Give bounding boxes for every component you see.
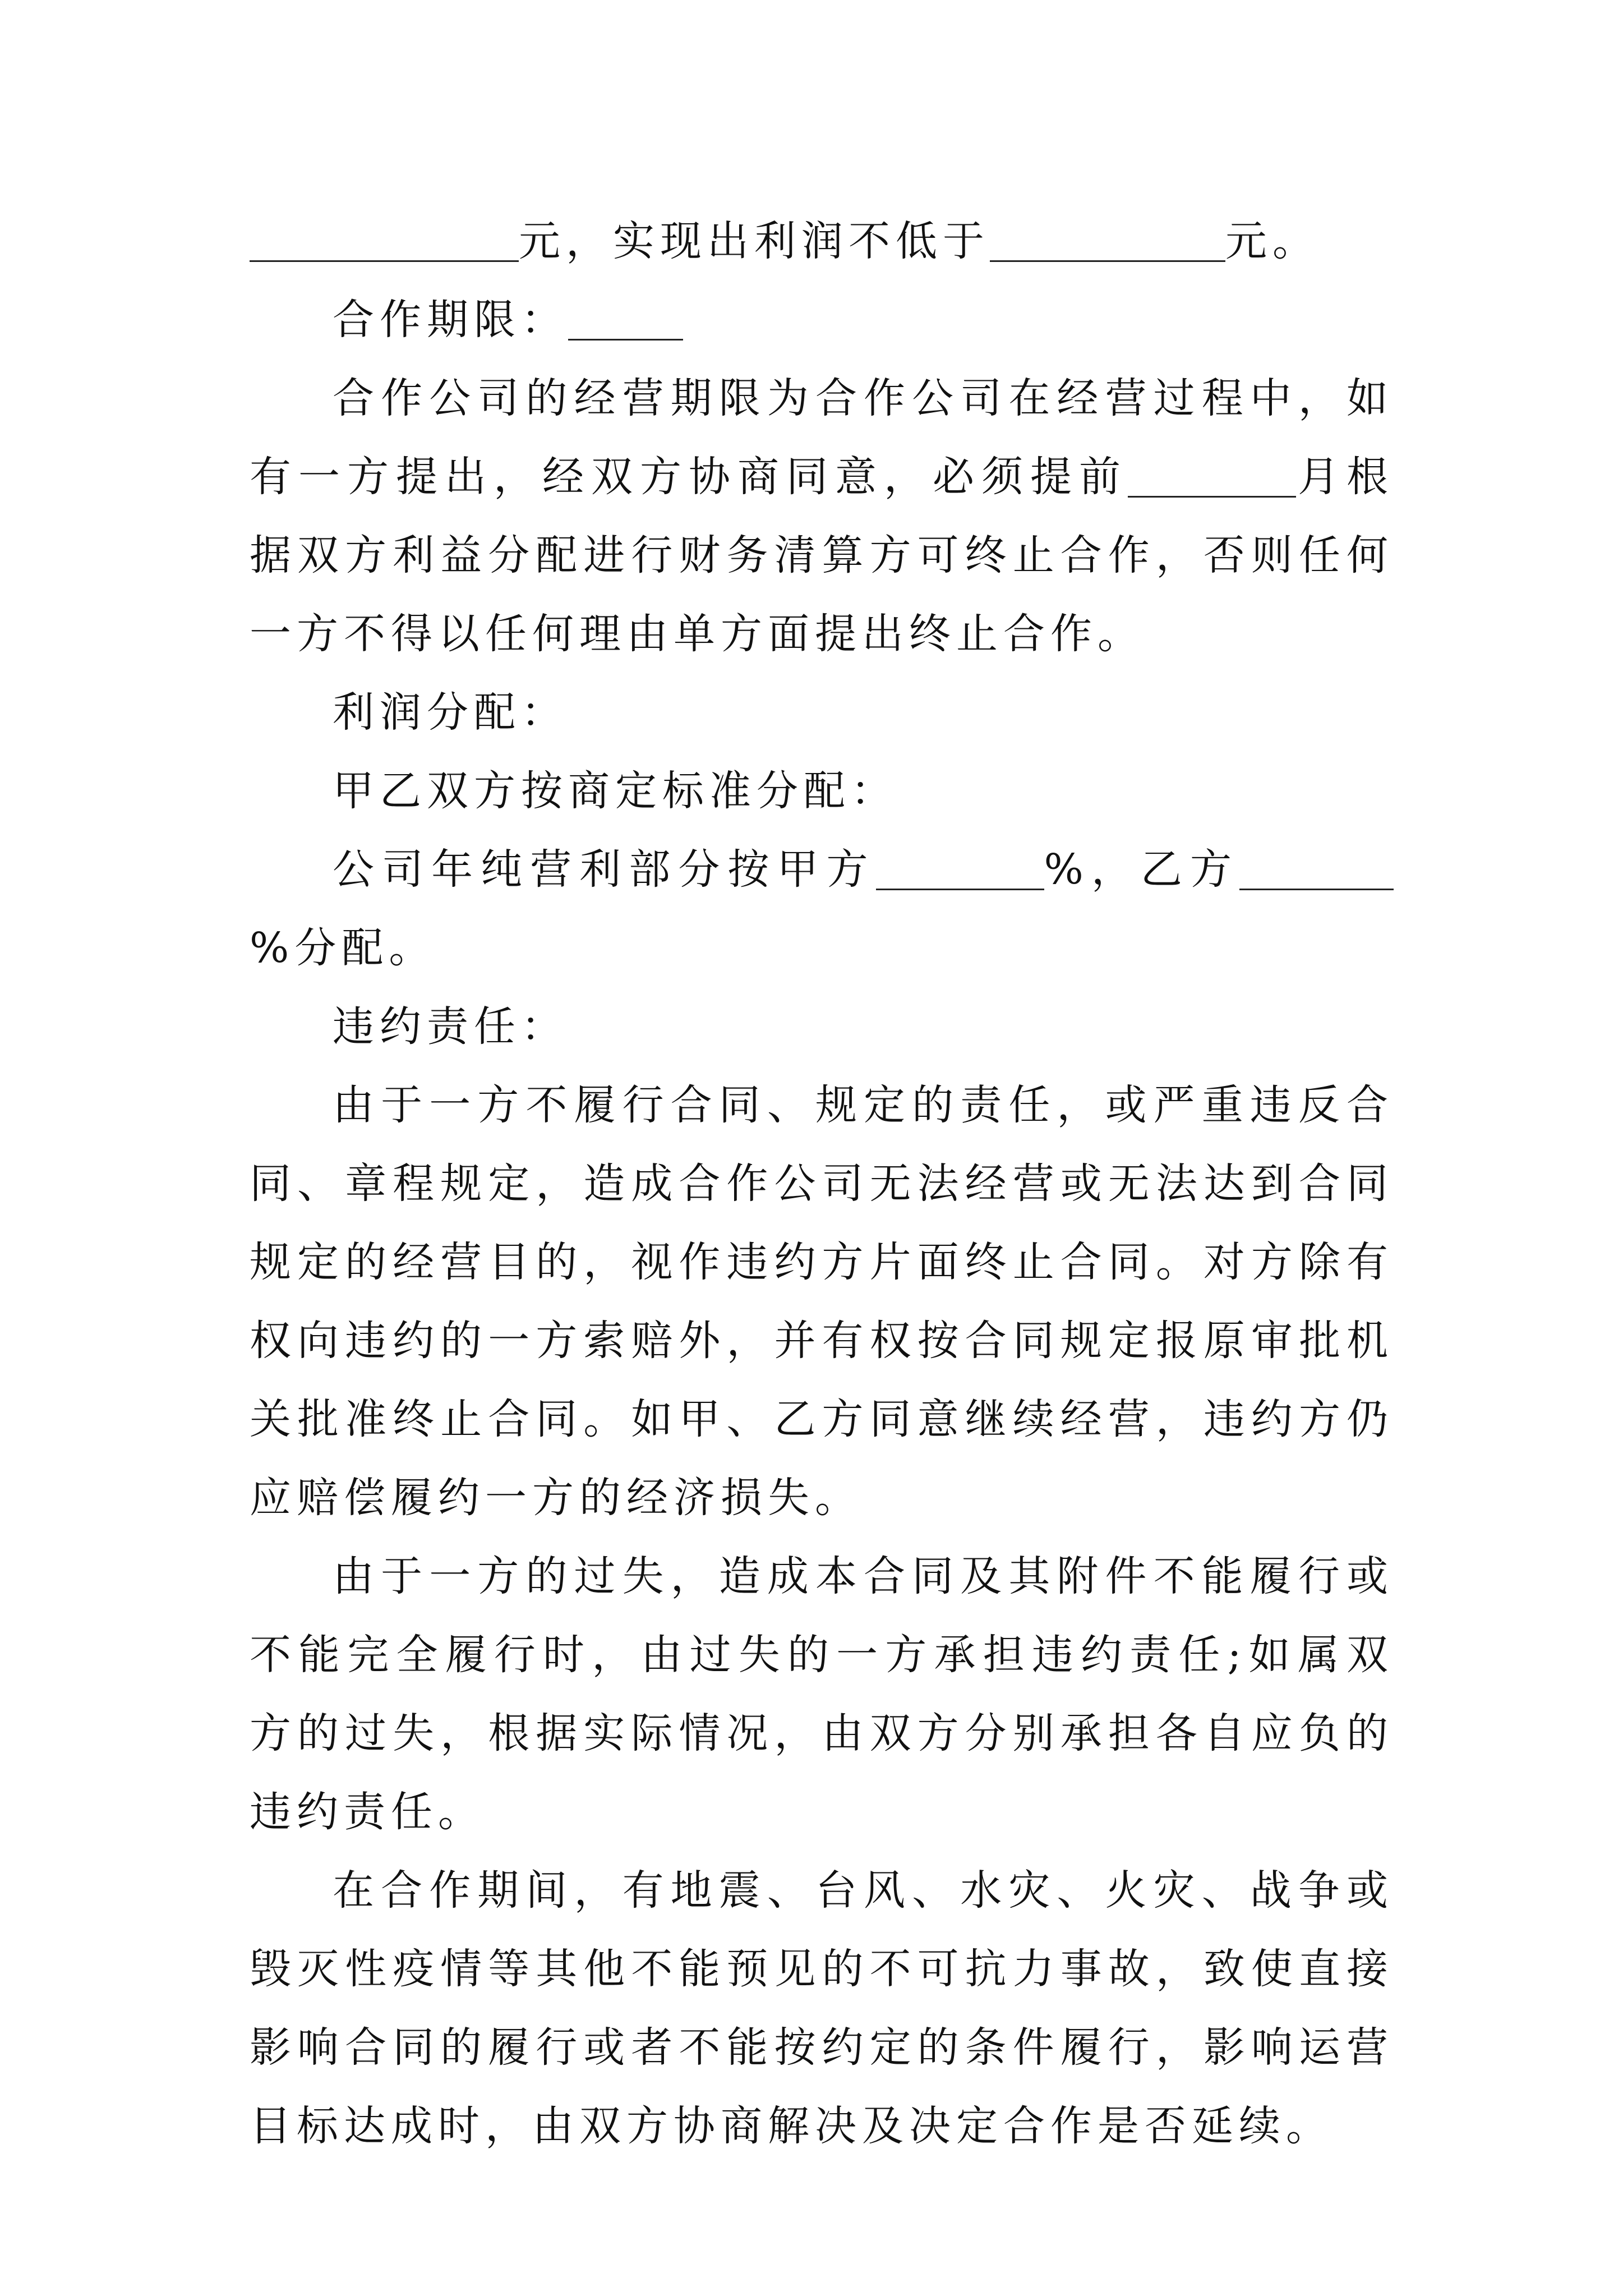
blank-party-b-percent-field[interactable]: [1239, 844, 1394, 890]
text-segment: %，乙方: [1044, 845, 1239, 894]
blank-term-field[interactable]: [568, 294, 683, 341]
paragraph-revenue-target: [250, 202, 1394, 280]
text-segment: 利润分配：: [333, 688, 568, 737]
blank-revenue-field[interactable]: [250, 215, 519, 262]
paragraph-cooperation-term: [250, 280, 1394, 359]
text-segment: %分配。: [250, 924, 436, 972]
text-segment: 合作公司的经营期限为合作公司在经营过程中，如有一方提出，经双方协商同意，必须提前: [250, 374, 1394, 501]
text-segment: 在合作期间，有地震、台风、水灾、火灾、战争或毁灭性疫情等其他不能预见的不可抗力事故，致使直接影响合同的履行或者不能按约定的条件履行，影响运营目标达成时，由双方协商解决及决定合作是否延续。: [250, 1866, 1394, 2150]
paragraph-fault-liability: [250, 1537, 1394, 1851]
document-body: [250, 202, 1394, 2165]
text-segment: 元。: [1225, 217, 1320, 265]
text-segment: 违约责任：: [333, 1002, 568, 1051]
text-segment: 甲乙双方按商定标准分配：: [333, 767, 898, 815]
blank-profit-field[interactable]: [990, 215, 1225, 262]
heading-profit-distribution: [250, 673, 1394, 752]
text-segment: 公司年纯营利部分按甲方: [333, 845, 876, 894]
paragraph-operating-period: [250, 359, 1394, 673]
paragraph-breach-termination: [250, 1066, 1394, 1537]
blank-party-a-percent-field[interactable]: [876, 844, 1044, 890]
paragraph-profit-shares: [250, 830, 1394, 987]
text-segment: 合作期限：: [333, 296, 568, 344]
blank-notice-months-field[interactable]: [1128, 451, 1296, 498]
text-segment: 元，实现出利润不低于: [519, 217, 990, 265]
paragraph-force-majeure: [250, 1851, 1394, 2165]
text-segment: 由于一方不履行合同、规定的责任，或严重违反合同、章程规定，造成合作公司无法经营或无法达到合同规定的经营目的，视作违约方片面终止合同。对方除有权向违约的一方索赔外，并有权按合同规定报原审批机关批准终止合同。如甲、乙方同意继续经营，违约方仍应赔偿履约一方的经济损失。: [250, 1081, 1394, 1522]
paragraph-distribution-standard: [250, 752, 1394, 830]
text-segment: 月根据双方利益分配进行财务清算方可终止合作，否则任何一方不得以任何理由单方面提出终止合作。: [250, 453, 1394, 658]
text-segment: 由于一方的过失，造成本合同及其附件不能履行或不能完全履行时，由过失的一方承担违约责任;如属双方的过失，根据实际情况，由双方分别承担各自应负的违约责任。: [250, 1552, 1394, 1836]
heading-breach-liability: [250, 987, 1394, 1066]
